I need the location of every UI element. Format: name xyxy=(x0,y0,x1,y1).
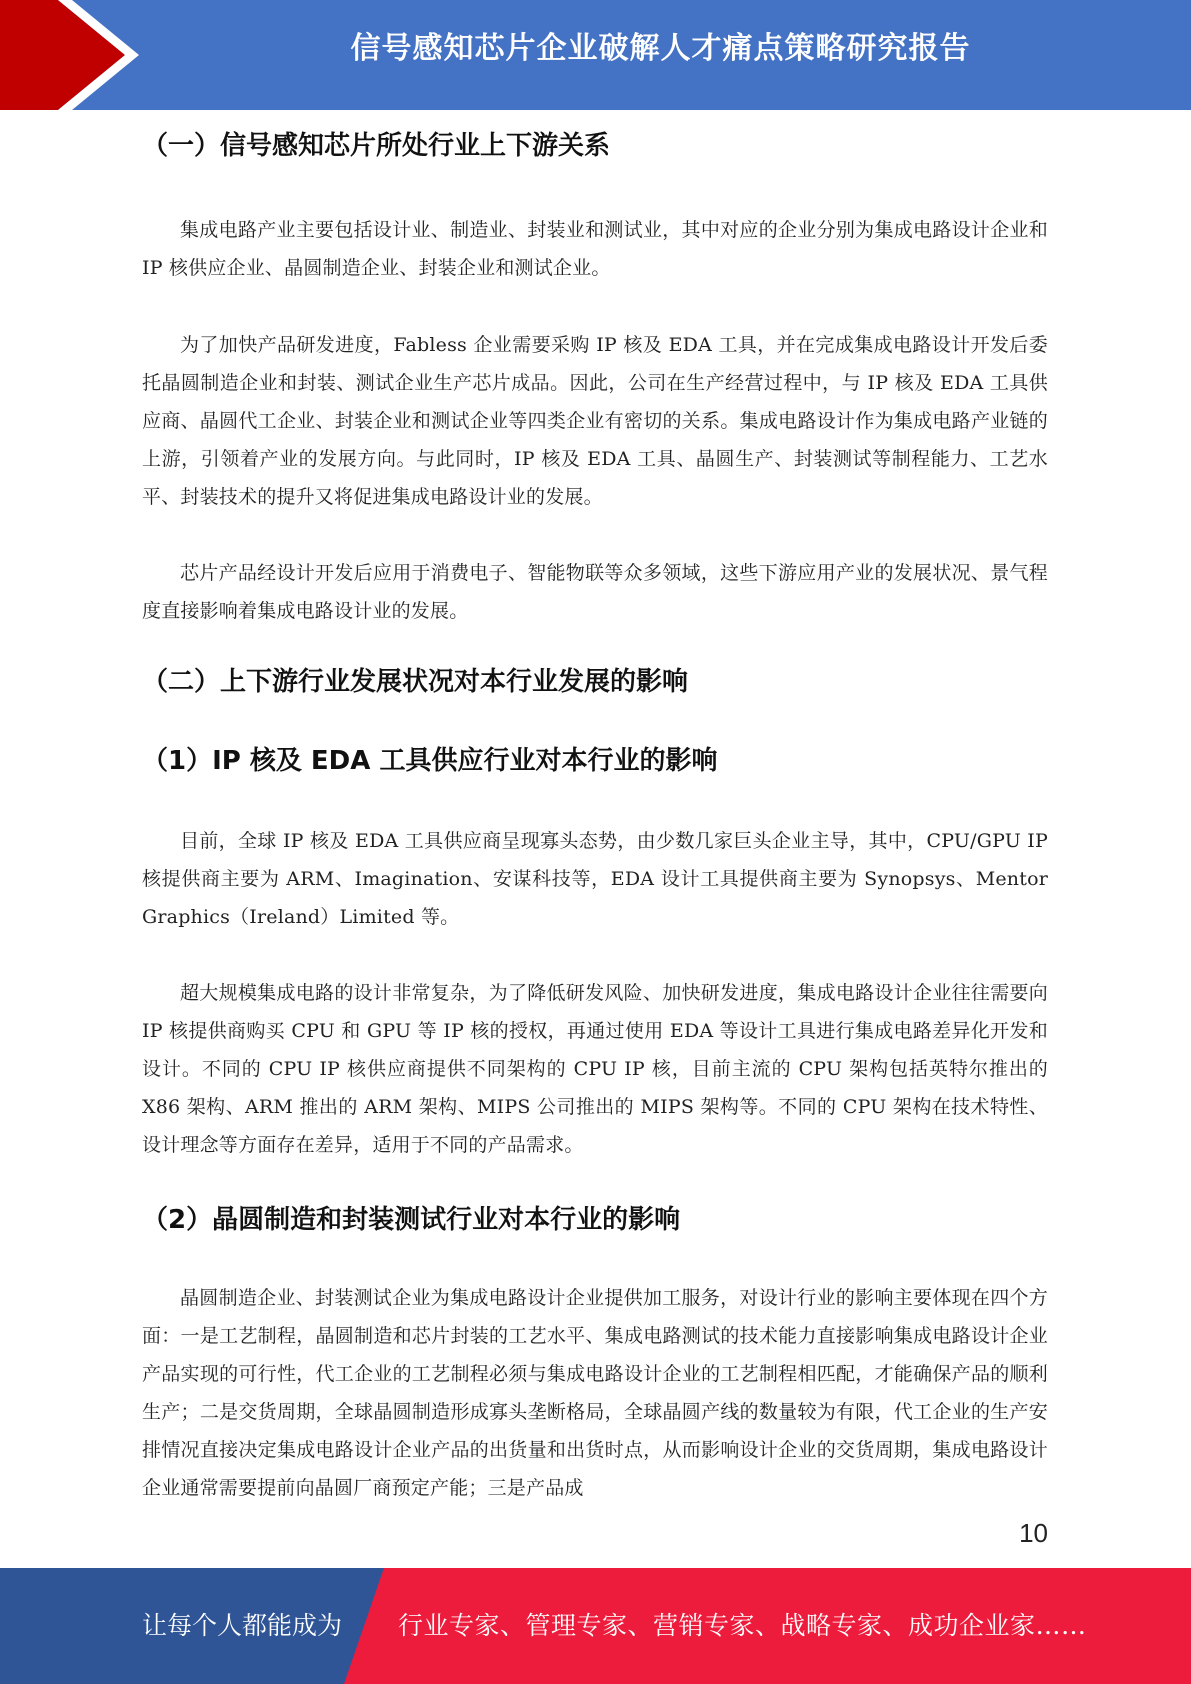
paragraph: 晶圆制造企业、封装测试企业为集成电路设计企业提供加工服务，对设计行业的影响主要体现在四个方面：一是工艺制程，晶圆制造和芯片封装的工艺水平、集成电路测试的技术能力直接影响集成电路设计企业产品实现的可行性，代工企业的工艺制程必须与集成电路设计企业的工艺制程相匹配，才能确保产品的顺利生产；二是交货周期，全球晶圆制造形成寡头垄断格局，全球晶圆产线的数量较为有限，代工企业的生产安排情况直接决定集成电路设计企业产品的出货量和出货时点，从而影响设计企业的交货周期，集成电路设计企业通常需要提前向晶圆厂商预定产能；三是产品成 xyxy=(142,1287,1048,1499)
document-body xyxy=(142,110,1048,1510)
paragraph: 超大规模集成电路的设计非常复杂，为了降低研发风险、加快研发进度，集成电路设计企业往往需要向 IP 核提供商购买 CPU 和 GPU 等 IP 核的授权，再通过使用 EDA 等设计工具进行集成电路差异化开发和设计。不同的 CPU IP 核供应商提供不同架构的 CPU IP 核，目前主流的 CPU 架构包括英特尔推出的 X86 架构、ARM 推出的 ARM 架构、MIPS 公司推出的 MIPS 架构等。不同的 CPU 架构在技术特性、设计理念等方面存在差异，适用于不同的产品需求。 xyxy=(142,982,1048,1156)
paragraph: 目前，全球 IP 核及 EDA 工具供应商呈现寡头态势，由少数几家巨头企业主导，其中，CPU/GPU IP 核提供商主要为 ARM、Imagination、安谋科技等，EDA 设计工具提供商主要为 Synopsys、Mentor Graphics（Ireland）Limited 等。 xyxy=(142,830,1048,928)
subsection-heading: （1）IP 核及 EDA 工具供应行业对本行业的影响 xyxy=(142,746,718,776)
footer-slogan-left: 让每个人都能成为 xyxy=(142,1611,343,1640)
footer-slogan-right: 行业专家、管理专家、营销专家、战略专家、成功企业家…… xyxy=(398,1611,1087,1640)
page-number: 10 xyxy=(1019,1518,1048,1548)
paragraph: 集成电路产业主要包括设计业、制造业、封装业和测试业，其中对应的企业分别为集成电路设计企业和 IP 核供应企业、晶圆制造企业、封装企业和测试企业。 xyxy=(142,219,1048,279)
section-heading: （一）信号感知芯片所处行业上下游关系 xyxy=(142,131,611,161)
page-header xyxy=(0,0,1191,110)
subsection-heading: （2）晶圆制造和封装测试行业对本行业的影响 xyxy=(142,1205,681,1235)
section-heading: （二）上下游行业发展状况对本行业发展的影响 xyxy=(142,667,689,697)
paragraph: 芯片产品经设计开发后应用于消费电子、智能物联等众多领域，这些下游应用产业的发展状况、景气程度直接影响着集成电路设计业的发展。 xyxy=(142,562,1048,622)
paragraph: 为了加快产品研发进度，Fabless 企业需要采购 IP 核及 EDA 工具，并在完成集成电路设计开发后委托晶圆制造企业和封装、测试企业生产芯片成品。因此，公司在生产经营过程中，与 IP 核及 EDA 工具供应商、晶圆代工企业、封装企业和测试企业等四类企业有密切的关系。集成电路设计作为集成电路产业链的上游，引领着产业的发展方向。与此同时，IP 核及 EDA 工具、晶圆生产、封装测试等制程能力、工艺水平、封装技术的提升又将促进集成电路设计业的发展。 xyxy=(142,334,1048,508)
page-footer xyxy=(0,1568,1191,1684)
document-title: 信号感知芯片企业破解人才痛点策略研究报告 xyxy=(350,31,971,66)
